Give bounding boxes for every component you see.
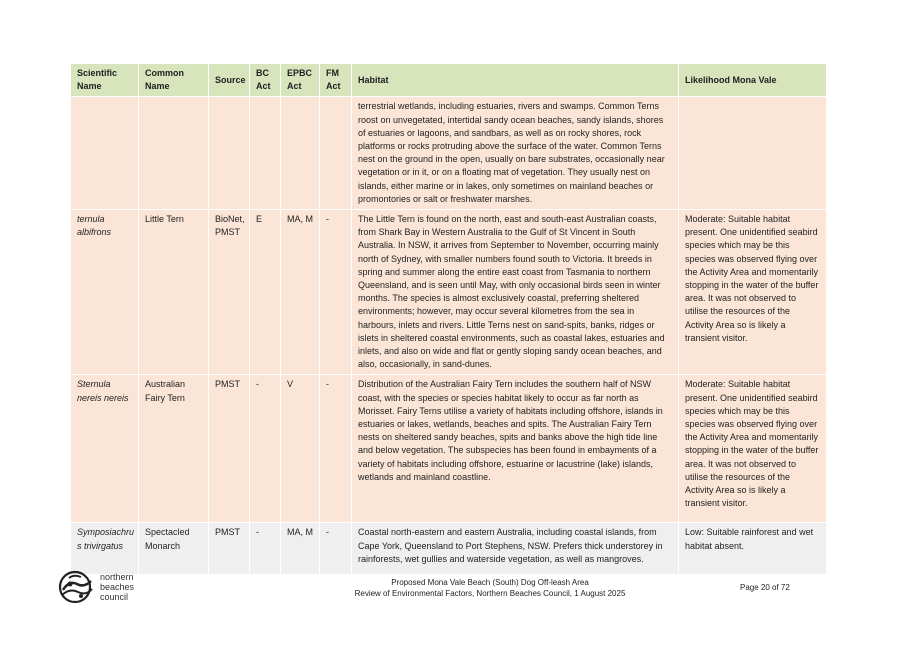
- page-number: Page 20 of 72: [740, 583, 790, 592]
- cell-epbc-act: [281, 97, 320, 210]
- council-logo-icon: [57, 570, 97, 604]
- cell-scientific-name: Sternula nereis nereis: [71, 375, 139, 523]
- footer-subtitle-line: Review of Environmental Factors, Northern Beaches Council, 1 August 2025: [354, 589, 626, 598]
- cell-epbc-act: V: [281, 375, 320, 523]
- cell-bc-act: -: [250, 375, 281, 523]
- table-row: [71, 97, 827, 210]
- cell-fm-act: [320, 97, 352, 210]
- cell-common-name: [139, 97, 209, 210]
- cell-likelihood: Moderate: Suitable habitat present. One unidentified seabird species which may be this species was observed flying over the Activity Area and momentarily stopping in the water of the buffer area. It was not observed to utilise the resources of the Activity Area so is likely a transient visitor.: [679, 375, 827, 523]
- species-table: [70, 63, 827, 575]
- cell-bc-act: [250, 97, 281, 210]
- logo-text-line: northern: [100, 572, 134, 582]
- header-habitat: Habitat: [352, 64, 679, 97]
- header-source: Source: [209, 64, 250, 97]
- table-row: [71, 375, 827, 523]
- header-fm-act: FM Act: [320, 64, 352, 97]
- cell-scientific-name: [71, 97, 139, 210]
- header-epbc-act: EPBC Act: [281, 64, 320, 97]
- cell-source: BioNet, PMST: [209, 210, 250, 375]
- cell-fm-act: -: [320, 375, 352, 523]
- cell-likelihood: Moderate: Suitable habitat present. One unidentified seabird species which may be this species was observed flying over the Activity Area and momentarily stopping in the water of the buffer area. It was not observed to utilise the resources of the Activity Area so is likely a transient visitor.: [679, 210, 827, 375]
- header-bc-act: BC Act: [250, 64, 281, 97]
- cell-habitat: terrestrial wetlands, including estuaries, rivers and swamps. Common Terns roost on unvegetated, intertidal sandy ocean beaches, sandy islands, shores of estuaries or lagoons, and sandbars, as well as on rocky shores, rock platforms or rocks protruding above the surface of the water. Common Terns nest on the ground in the open, usually on bare substrates, occasionally near vegetation or in it, or on a floating mat of vegetation. They usually nest on islands, either marine or in lakes, only sometimes on mainland beaches or promontories or salt or freshwater marshes.: [352, 97, 679, 210]
- logo-text-line: council: [100, 592, 129, 602]
- cell-likelihood: Low: Suitable rainforest and wet habitat absent.: [679, 523, 827, 575]
- cell-likelihood: [679, 97, 827, 210]
- cell-epbc-act: MA, M: [281, 210, 320, 375]
- cell-source: [209, 97, 250, 210]
- table-header-row: [71, 64, 827, 97]
- cell-common-name: Australian Fairy Tern: [139, 375, 209, 523]
- cell-common-name: Little Tern: [139, 210, 209, 375]
- header-scientific-name: Scientific Name: [71, 64, 139, 97]
- cell-scientific-name: ternula albifrons: [71, 210, 139, 375]
- cell-common-name: Spectacled Monarch: [139, 523, 209, 575]
- header-common-name: Common Name: [139, 64, 209, 97]
- cell-epbc-act: MA, M: [281, 523, 320, 575]
- cell-source: PMST: [209, 375, 250, 523]
- council-logo-text: [100, 572, 134, 602]
- table-row: [71, 210, 827, 375]
- cell-scientific-name: Symposiachru s trivirgatus: [71, 523, 139, 575]
- cell-habitat: Distribution of the Australian Fairy Tern includes the southern half of NSW coast, with the species or species habitat likely to occur as far north as Morisset. Fairy Terns utilise a variety of habitats including offshore, islands in estuaries or lakes, wetlands, beaches and spits. The Australian Fairy Tern nests on sheltered sandy beaches, spits and banks above the high tide line and below vegetation. The subspecies has been found in embayments of a variety of habitats including offshore, estuarine or lacustrine (lake) islands, wetlands and mainland coastline.: [352, 375, 679, 523]
- cell-fm-act: -: [320, 210, 352, 375]
- document-footer-title: [300, 577, 680, 599]
- footer-title-line: Proposed Mona Vale Beach (South) Dog Off-leash Area: [391, 578, 589, 587]
- cell-bc-act: E: [250, 210, 281, 375]
- header-likelihood: Likelihood Mona Vale: [679, 64, 827, 97]
- table-row: [71, 523, 827, 575]
- cell-bc-act: -: [250, 523, 281, 575]
- cell-source: PMST: [209, 523, 250, 575]
- cell-habitat: The Little Tern is found on the north, east and south-east Australian coasts, from Shark Bay in Western Australia to the Gulf of St Vincent in South Australia. In NSW, it arrives from September to November, occurring mainly north of Sydney, with smaller numbers found south to Victoria. It breeds in spring and summer along the entire east coast from Tasmania to northern Queensland, and is seen until May, with only occasional birds seen in winter months. The species is almost exclusively coastal, preferring sheltered environments; however, may occur several kilometres from the sea in harbours, inlets and rivers. Little Terns nest on sand-spits, banks, ridges or islets in sheltered coastal environments, such as coastal lakes, estuaries and inlets, and also on wide and flat or gently sloping sandy ocean beaches, and also, occasionally, in sand-dunes.: [352, 210, 679, 375]
- logo-text-line: beaches: [100, 582, 135, 592]
- cell-habitat: Coastal north-eastern and eastern Australia, including coastal islands, from Cape York, Queensland to Port Stephens, NSW. Prefers thick understorey in rainforests, wet gullies and waterside vegetation, as well as mangroves.: [352, 523, 679, 575]
- cell-fm-act: -: [320, 523, 352, 575]
